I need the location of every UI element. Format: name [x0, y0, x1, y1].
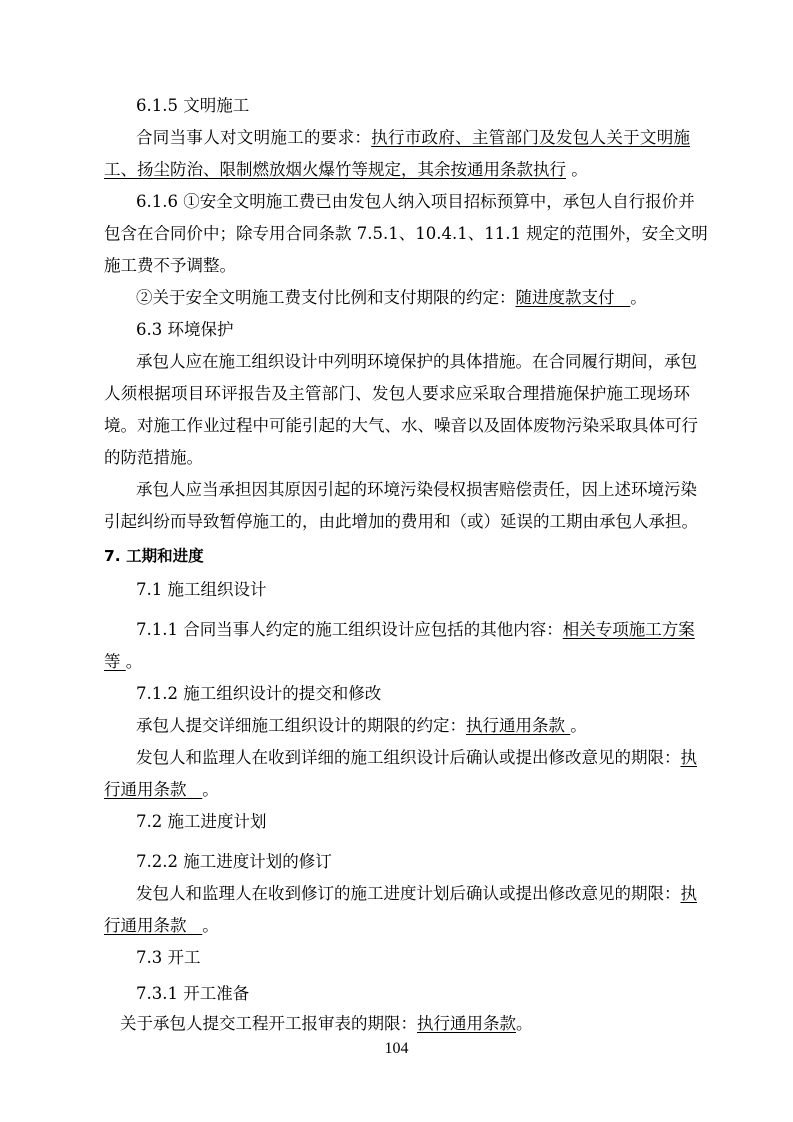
paragraph-line: 行通用条款 。: [104, 780, 219, 799]
section-7-2-2-title: 7.2.2 施工进度计划的修订: [136, 852, 332, 871]
paragraph-line: 承包人提交详细施工组织设计的期限的约定：执行通用条款 。: [136, 716, 587, 735]
paragraph-line: 关于承包人提交工程开工报审表的期限：执行通用条款。: [120, 1014, 533, 1033]
paragraph-line: 包含在合同价中；除专用合同条款 7.5.1、10.4.1、11.1 规定的范围外，安全文明: [104, 224, 708, 243]
paragraph-line: 承包人应在施工组织设计中列明环境保护的具体措施。在合同履行期间，承包: [136, 352, 697, 371]
page-number: 104: [384, 1040, 409, 1057]
paragraph-line: 行通用条款 。: [104, 916, 219, 935]
section-6-1-6-line: 6.1.6 ①安全文明施工费已由发包人纳入项目招标预算中，承包人自行报价并: [136, 192, 695, 211]
section-7-1-2-title: 7.1.2 施工组织设计的提交和修改: [136, 684, 382, 703]
paragraph-line: 合同当事人对文明施工的要求：执行市政府、主管部门及发包人关于文明施: [136, 128, 690, 147]
chapter-7-heading: 7. 工期和进度: [104, 547, 204, 565]
paragraph-line: 发包人和监理人在收到详细的施工组织设计后确认或提出修改意见的期限：执: [136, 748, 697, 767]
section-7-3-title: 7.3 开工: [136, 948, 201, 967]
paragraph-line: 工、扬尘防治、限制燃放烟火爆竹等规定，其余按通用条款执行 。: [104, 160, 588, 179]
paragraph-line: 的防范措施。: [104, 448, 203, 467]
paragraph-line: 境。对施工作业过程中可能引起的大气、水、噪音以及固体废物污染采取具体可行: [104, 416, 698, 435]
section-6-3-title: 6.3 环境保护: [136, 320, 234, 339]
paragraph-line: 发包人和监理人在收到修订的施工进度计划后确认或提出修改意见的期限：执: [136, 884, 697, 903]
paragraph-line: 7.1.1 合同当事人约定的施工组织设计应包括的其他内容：相关专项施工方案: [136, 620, 695, 639]
paragraph-line: ②关于安全文明施工费支付比例和支付期限的约定：随进度款支付 。: [136, 288, 647, 307]
section-7-1-title: 7.1 施工组织设计: [136, 580, 267, 599]
paragraph-line: 引起纠纷而导致暂停施工的，由此增加的费用和（或）延误的工期由承包人承担。: [104, 512, 698, 531]
section-7-3-1-title: 7.3.1 开工准备: [136, 984, 250, 1003]
paragraph-line: 人须根据项目环评报告及主管部门、发包人要求应采取合理措施保护施工现场环: [104, 384, 690, 403]
paragraph-line: 等 。: [104, 652, 143, 671]
paragraph-line: 施工费不予调整。: [104, 256, 236, 275]
section-7-2-title: 7.2 施工进度计划: [136, 812, 267, 831]
section-6-1-5-title: 6.1.5 文明施工: [136, 96, 250, 115]
paragraph-line: 承包人应当承担因其原因引起的环境污染侵权损害赔偿责任，因上述环境污染: [136, 480, 697, 499]
